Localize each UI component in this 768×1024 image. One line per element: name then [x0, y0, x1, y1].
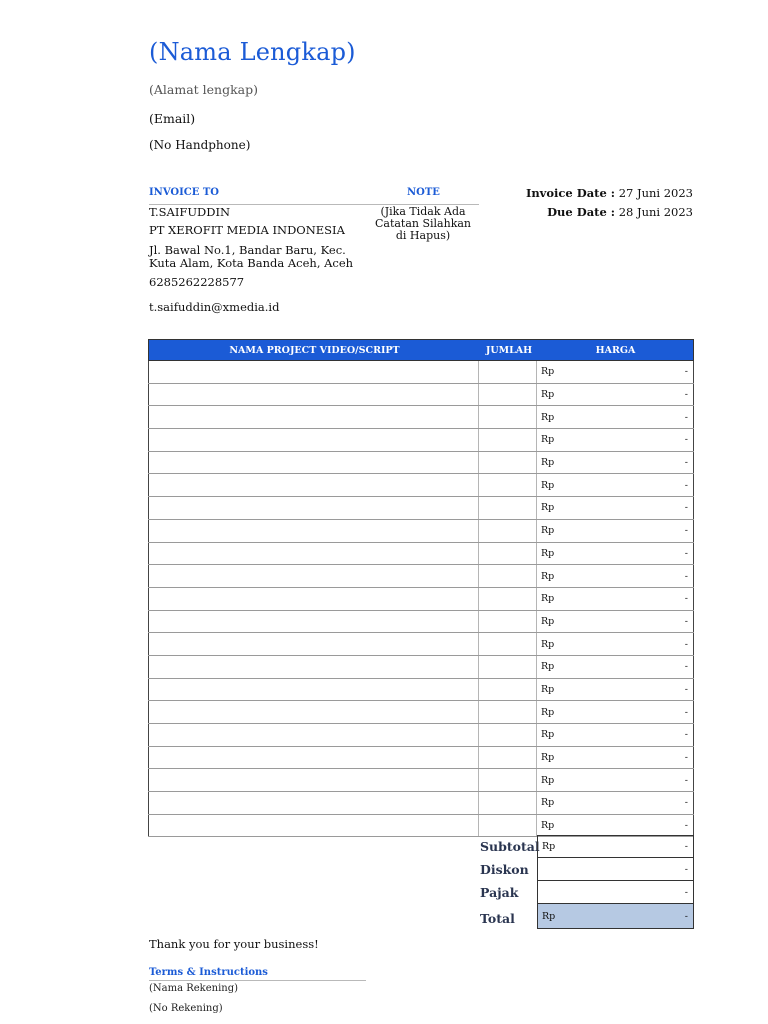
table-row	[148, 656, 694, 679]
harga-value: -	[684, 479, 688, 491]
header-jumlah: JUMLAH	[485, 344, 533, 356]
table-row	[148, 429, 694, 452]
project-cell[interactable]	[148, 565, 479, 587]
project-cell[interactable]	[148, 474, 479, 496]
subtotal-label: Subtotal	[480, 839, 540, 854]
table-row	[148, 747, 694, 770]
harga-currency: Rp	[541, 502, 555, 514]
harga-cell[interactable]	[537, 701, 694, 723]
total-row	[148, 904, 694, 929]
sender-name: (Nama Lengkap)	[149, 38, 356, 66]
harga-value: -	[684, 593, 688, 605]
harga-currency: Rp	[541, 570, 555, 582]
harga-currency: Rp	[541, 706, 555, 718]
bank-account-number: (No Rekening)	[149, 1003, 223, 1014]
harga-cell[interactable]	[537, 406, 694, 428]
table-row	[148, 679, 694, 702]
harga-currency: Rp	[541, 525, 555, 537]
harga-value: -	[684, 547, 688, 559]
invoice-date-label: Invoice Date :	[525, 186, 616, 200]
jumlah-cell[interactable]	[479, 611, 537, 633]
jumlah-cell[interactable]	[479, 429, 537, 451]
table-row	[148, 474, 694, 497]
invoice-date	[526, 186, 693, 200]
harga-cell[interactable]	[537, 452, 694, 474]
jumlah-cell[interactable]	[479, 724, 537, 746]
harga-cell[interactable]	[537, 384, 694, 406]
table-row	[148, 769, 694, 792]
jumlah-cell[interactable]	[479, 588, 537, 610]
pajak-label: Pajak	[480, 885, 519, 900]
harga-value: -	[684, 525, 688, 537]
jumlah-cell[interactable]	[479, 543, 537, 565]
harga-value: -	[684, 683, 688, 695]
project-cell[interactable]	[148, 611, 479, 633]
harga-cell[interactable]	[537, 792, 694, 814]
invoice-date-value: 27 Juni 2023	[618, 186, 693, 200]
bank-account-name: (Nama Rekening)	[149, 983, 239, 994]
harga-cell[interactable]	[537, 815, 694, 837]
harga-cell[interactable]	[537, 429, 694, 451]
note-label: NOTE	[407, 187, 440, 198]
harga-currency: Rp	[541, 389, 555, 401]
sender-phone: (No Handphone)	[149, 138, 251, 152]
total-value: -	[684, 910, 688, 922]
project-cell[interactable]	[148, 815, 479, 837]
project-cell[interactable]	[148, 543, 479, 565]
harga-currency: Rp	[541, 479, 555, 491]
total-label: Total	[480, 911, 515, 926]
harga-currency: Rp	[541, 683, 555, 695]
subtotal-box[interactable]	[537, 835, 694, 858]
project-cell[interactable]	[148, 429, 479, 451]
harga-value: -	[684, 366, 688, 378]
harga-currency: Rp	[541, 752, 555, 764]
table-row	[148, 633, 694, 656]
harga-value: -	[684, 820, 688, 832]
table-row	[148, 701, 694, 724]
client-phone: 6285262228577	[149, 275, 245, 289]
harga-value: -	[684, 661, 688, 673]
jumlah-cell[interactable]	[479, 565, 537, 587]
client-email: t.saifuddin@xmedia.id	[149, 300, 280, 314]
table-body	[148, 361, 694, 837]
due-date-value: 28 Juni 2023	[618, 205, 693, 219]
harga-currency: Rp	[541, 547, 555, 559]
harga-currency: Rp	[541, 615, 555, 627]
pajak-row	[148, 881, 694, 904]
harga-cell[interactable]	[537, 747, 694, 769]
project-cell[interactable]	[148, 792, 479, 814]
harga-value: -	[684, 389, 688, 401]
subtotal-value: -	[684, 841, 688, 852]
jumlah-cell[interactable]	[479, 656, 537, 678]
table-row	[148, 792, 694, 815]
harga-cell[interactable]	[537, 474, 694, 496]
project-cell[interactable]	[148, 769, 479, 791]
sender-email: (Email)	[149, 111, 196, 126]
harga-value: -	[684, 752, 688, 764]
table-row	[148, 497, 694, 520]
project-cell[interactable]	[148, 724, 479, 746]
table-row	[148, 406, 694, 429]
harga-cell[interactable]	[537, 520, 694, 542]
client-company: PT XEROFIT MEDIA INDONESIA	[149, 223, 345, 237]
summary-block	[148, 835, 694, 929]
table-row	[148, 724, 694, 747]
harga-value: -	[684, 570, 688, 582]
jumlah-cell[interactable]	[479, 679, 537, 701]
harga-currency: Rp	[541, 729, 555, 741]
jumlah-cell[interactable]	[479, 633, 537, 655]
table-row	[148, 588, 694, 611]
note-text: (Jika Tidak Ada Catatan Silahkan di Hapus)	[374, 205, 472, 242]
diskon-label: Diskon	[480, 862, 529, 877]
terms-label: Terms & Instructions	[149, 967, 268, 978]
table-row	[148, 361, 694, 384]
diskon-row	[148, 858, 694, 881]
pajak-box[interactable]	[537, 881, 694, 904]
harga-value: -	[684, 797, 688, 809]
harga-currency: Rp	[541, 457, 555, 469]
harga-value: -	[684, 434, 688, 446]
subtotal-row	[148, 835, 694, 858]
table-row	[148, 543, 694, 566]
harga-currency: Rp	[541, 593, 555, 605]
pajak-value: -	[684, 886, 688, 898]
thank-you-text: Thank you for your business!	[149, 937, 319, 951]
harga-value: -	[684, 774, 688, 786]
jumlah-cell[interactable]	[479, 497, 537, 519]
harga-currency: Rp	[541, 638, 555, 650]
sender-address: (Alamat lengkap)	[149, 82, 259, 97]
client-name: T.SAIFUDDIN	[149, 205, 231, 219]
project-cell[interactable]	[148, 520, 479, 542]
harga-value: -	[684, 615, 688, 627]
table-row	[148, 384, 694, 407]
project-cell[interactable]	[148, 747, 479, 769]
harga-cell[interactable]	[537, 497, 694, 519]
harga-cell[interactable]	[537, 769, 694, 791]
jumlah-cell[interactable]	[479, 769, 537, 791]
jumlah-cell[interactable]	[479, 384, 537, 406]
harga-value: -	[684, 411, 688, 423]
harga-cell[interactable]	[537, 679, 694, 701]
harga-cell[interactable]	[537, 633, 694, 655]
harga-value: -	[684, 638, 688, 650]
project-cell[interactable]	[148, 633, 479, 655]
jumlah-cell[interactable]	[479, 361, 537, 383]
items-table	[148, 339, 694, 837]
jumlah-cell[interactable]	[479, 406, 537, 428]
jumlah-cell[interactable]	[479, 701, 537, 723]
harga-cell[interactable]	[537, 656, 694, 678]
diskon-box[interactable]	[537, 858, 694, 881]
jumlah-cell[interactable]	[479, 474, 537, 496]
due-date-label: Due Date :	[547, 205, 616, 219]
client-address: Jl. Bawal No.1, Bandar Baru, Kec. Kuta Alam, Kota Banda Aceh, Aceh	[149, 243, 354, 270]
table-row	[148, 611, 694, 634]
jumlah-cell[interactable]	[479, 452, 537, 474]
table-row	[148, 520, 694, 543]
harga-value: -	[684, 457, 688, 469]
due-date	[547, 205, 693, 219]
harga-currency: Rp	[541, 434, 555, 446]
jumlah-cell[interactable]	[479, 520, 537, 542]
harga-currency: Rp	[541, 411, 555, 423]
header-project: NAMA PROJECT VIDEO/SCRIPT	[229, 344, 400, 356]
harga-cell[interactable]	[537, 588, 694, 610]
project-cell[interactable]	[148, 656, 479, 678]
invoice-to-label: INVOICE TO	[149, 187, 220, 198]
harga-cell[interactable]	[537, 611, 694, 633]
table-row	[148, 565, 694, 588]
total-box[interactable]	[537, 904, 694, 929]
project-cell[interactable]	[148, 406, 479, 428]
terms-divider	[149, 980, 366, 981]
diskon-value: -	[684, 863, 688, 875]
harga-value: -	[684, 706, 688, 718]
harga-currency: Rp	[541, 797, 555, 809]
table-row	[148, 452, 694, 475]
harga-currency: Rp	[541, 661, 555, 673]
harga-currency: Rp	[541, 366, 555, 378]
harga-cell[interactable]	[537, 565, 694, 587]
harga-currency: Rp	[541, 774, 555, 786]
table-header	[148, 339, 694, 361]
project-cell[interactable]	[148, 679, 479, 701]
harga-value: -	[684, 729, 688, 741]
subtotal-currency: Rp	[542, 841, 556, 852]
project-cell[interactable]	[148, 588, 479, 610]
project-cell[interactable]	[148, 452, 479, 474]
jumlah-cell[interactable]	[479, 792, 537, 814]
project-cell[interactable]	[148, 701, 479, 723]
project-cell[interactable]	[148, 384, 479, 406]
jumlah-cell[interactable]	[479, 747, 537, 769]
header-harga: HARGA	[595, 344, 636, 356]
harga-cell[interactable]	[537, 361, 694, 383]
harga-cell[interactable]	[537, 724, 694, 746]
jumlah-cell[interactable]	[479, 815, 537, 837]
harga-value: -	[684, 502, 688, 514]
total-currency: Rp	[542, 910, 556, 922]
harga-currency: Rp	[541, 820, 555, 832]
project-cell[interactable]	[148, 361, 479, 383]
harga-cell[interactable]	[537, 543, 694, 565]
project-cell[interactable]	[148, 497, 479, 519]
